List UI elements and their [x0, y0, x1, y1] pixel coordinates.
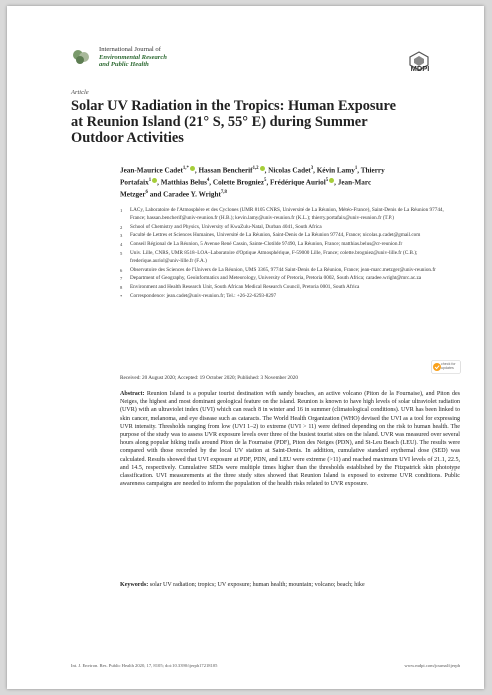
- affiliation-number: 8: [120, 285, 123, 291]
- author-affiliation-sup: 5: [264, 177, 267, 183]
- affiliation-item: [120, 267, 460, 275]
- author-affiliation-sup: 5: [325, 177, 329, 183]
- affiliation-item: [120, 224, 460, 232]
- author-affiliation-sup: 1,*: [182, 166, 189, 171]
- affiliation-number: *: [120, 293, 123, 299]
- author-affiliation-sup: 6: [145, 189, 148, 195]
- author-name: Matthias Belus: [160, 178, 207, 187]
- affiliation-number: 6: [120, 267, 123, 273]
- author-affiliation-sup: 1: [354, 166, 358, 171]
- affiliation-number: 4: [120, 242, 123, 248]
- affiliation-text: Environment and Health Research Unit, South African Medical Research Council, Pretoria 0001, South Africa: [130, 284, 360, 291]
- orcid-icon[interactable]: [329, 178, 334, 183]
- journal-name-line1: International Journal of: [99, 46, 161, 53]
- journal-name-line3: and Public Health: [99, 61, 149, 69]
- affiliation-number: 5: [120, 250, 123, 256]
- article-type: Article: [71, 89, 89, 96]
- affiliation-number: 7: [120, 276, 123, 282]
- affiliation-item: [120, 250, 460, 266]
- affiliation-text: Correspondence: jean.cadet@univ-reunion.fr; Tel.: +26-22-6293-8297: [130, 292, 277, 299]
- paper-page: [7, 6, 484, 689]
- affiliation-text: Conseil Régional de La Réunion, 5 Avenue René Cassin, Sainte-Clotilde 97490, La Réunion, France; matthias.belus@cr-reunion.fr: [130, 241, 403, 248]
- author-name: Kévin Lamy: [316, 166, 355, 175]
- abstract-label: Abstract:: [120, 391, 145, 397]
- affiliation-item: [120, 293, 460, 301]
- affiliation-list: [120, 207, 460, 302]
- footer-url[interactable]: www.mdpi.com/journal/ijerph: [404, 663, 460, 668]
- affiliation-number: 2: [120, 224, 123, 230]
- author-name: Jean-Marc Metzger: [120, 178, 372, 199]
- affiliation-text: Univ. Lille, CNRS, UMR 8518–LOA–Laboratoire d'Optique Atmosphérique, F-59000 Lille, France; colette.brogniez@univ-lille.fr (C.B.); frederique.auriol@univ-lille.fr (F.A.): [130, 249, 418, 264]
- check-updates-text[interactable]: [441, 362, 463, 370]
- affiliation-text: Faculté de Lettres et Sciences Humaines, Université de La Réunion, Saint-Denis de La Réunion 97744, France; nicolas.p.cadet@gmail.com: [130, 232, 421, 239]
- paper-title: Solar UV Radiation in the Tropics: Human Exposure at Reunion Island (21° S, 55° E) during Summer Outdoor Activities: [71, 98, 397, 146]
- affiliation-text: School of Chemistry and Physics, University of KwaZulu-Natal, Durban 4041, South Africa: [130, 223, 322, 230]
- footer-citation: Int. J. Environ. Res. Public Health 2020, 17, 8105; doi:10.3390/ijerph17218105: [71, 663, 218, 668]
- publisher-name: MDPI: [410, 64, 430, 73]
- author-affiliation-sup: 1,2: [252, 166, 259, 171]
- author-name: Nicolas Cadet: [268, 166, 311, 175]
- orcid-icon[interactable]: [152, 178, 157, 183]
- affiliation-number: 1: [120, 208, 123, 213]
- orcid-icon[interactable]: [190, 166, 195, 171]
- check-updates-line1: check for: [441, 362, 456, 366]
- affiliation-item: [120, 275, 460, 283]
- author-name: Jean-Maurice Cadet: [120, 166, 183, 175]
- author-name: Frédérique Auriol: [270, 178, 326, 187]
- affiliation-item: [120, 284, 460, 292]
- author-affiliation-sup: 1: [148, 177, 152, 183]
- journal-logo-icon: [71, 48, 93, 66]
- publication-dates: Received: 20 August 2020; Accepted: 19 October 2020; Published: 3 November 2020: [120, 375, 298, 381]
- affiliation-number: 3: [120, 233, 123, 239]
- keywords: [120, 581, 460, 589]
- affiliation-item: [120, 241, 460, 249]
- author-name: Thierry Portafaix: [120, 166, 385, 187]
- author-affiliation-sup: 7,8: [220, 189, 227, 195]
- author-affiliation-sup: 4: [206, 177, 210, 183]
- author-name: Hassan Bencherif: [198, 166, 253, 175]
- affiliation-text: LACy, Laboratoire de l'Atmosphère et des Cyclones (UMR 8105 CNRS, Université de La Réunion, Météo-France), Saint-Denis de La Réunion 97744, France; hassan.bencherif@univ-reunion.fr (H.B.); kevin.lamy@univ-reunion.fr (K.L.); thierry.portafaix@univ-reunion.fr (T.P.): [130, 207, 444, 221]
- keywords-text: solar UV radiation; tropics; UV exposure; human health; mountain; volcano; beach; hike: [149, 582, 365, 588]
- keywords-label: Keywords:: [120, 582, 149, 588]
- author-affiliation-sup: 3: [310, 166, 314, 171]
- affiliation-text: Observatoire des Sciences de l'Univers de La Réunion, UMS 3365, 97744 Saint-Denis de La Réunion, France; jean-marc.metzger@univ-reunion.fr: [130, 266, 436, 273]
- affiliation-text: Department of Geography, Geoinformatics and Meteorology, University of Pretoria, Pretoria 0002, South Africa; caradee.wright@mrc.ac.za: [130, 275, 422, 282]
- check-updates-line2: updates: [441, 366, 454, 371]
- author-name: Caradee Y. Wright: [163, 190, 221, 199]
- abstract: [120, 390, 460, 488]
- author-list: Jean-Maurice Cadet$^{1,*}$ , Hassan Bencherif$^{1,2}$ , Nicolas Cadet$^3$, Kévin Lamy$^1$, Thierry Portafaix$^1$ , Matthias Belus$^4$, Colette Brogniez$^5$, Frédérique Auriol$^5$ , Jean-Marc Metzger$^6$ and Caradee Y. Wright$^{7,8}$: [120, 166, 385, 199]
- author-name: Colette Brogniez: [212, 178, 265, 187]
- abstract-text: Reunion Island is a popular tourist destination with sandy beaches, an active volcano (Piton de la Fournaise), and Piton des Neiges, the highest and most dominant geological feature on the island. Reunion is known to have high levels of solar ultraviolet radiation (UVR) with an ultraviolet index (UVI) which can reach 8 in winter and 16 in summer (climatological conditions). UVR has been linked to skin cancer, melanoma, and eye disease such as cataracts. The World Health Organization (WHO) devised the UVI as a tool for expressing UVR intensity. Thresholds ranging from low (UVI 1–2) to extreme (UVI > 11) were defined depending on the risk to human health. The purpose of the study was to assess UVR exposure levels over three of the busiest tourist sites on the island. UVR was measured over several hours along popular hiking trails around Piton de la Fournaise (PDF), Piton des Neiges (PDN), and St-Leu Beach (LEU). The results were compared with those recorded by the local UV station at Saint-Denis. In addition, cumulative standard erythemal dose (SED) was calculated. Results showed that UVI exposure at PDF, PDN, and LEU were extreme (>11) and reached maximum UVI levels of 21.1, 22.5, and 14.5, respectively. Cumulative SEDs were multiple times higher than the thresholds established by the Fitzpatrick skin phototype classification. UVI measurements at the three study sites showed that Reunion Island is exposed to extreme UVR conditions. Public awareness campaigns are needed to inform the population of the health risks related to UVR exposure.: [120, 391, 460, 488]
- orcid-icon[interactable]: [260, 166, 265, 171]
- affiliation-item: [120, 207, 460, 223]
- journal-name-line2: Environmental Research: [99, 53, 167, 61]
- affiliation-item: [120, 232, 460, 240]
- journal-name: [99, 46, 259, 69]
